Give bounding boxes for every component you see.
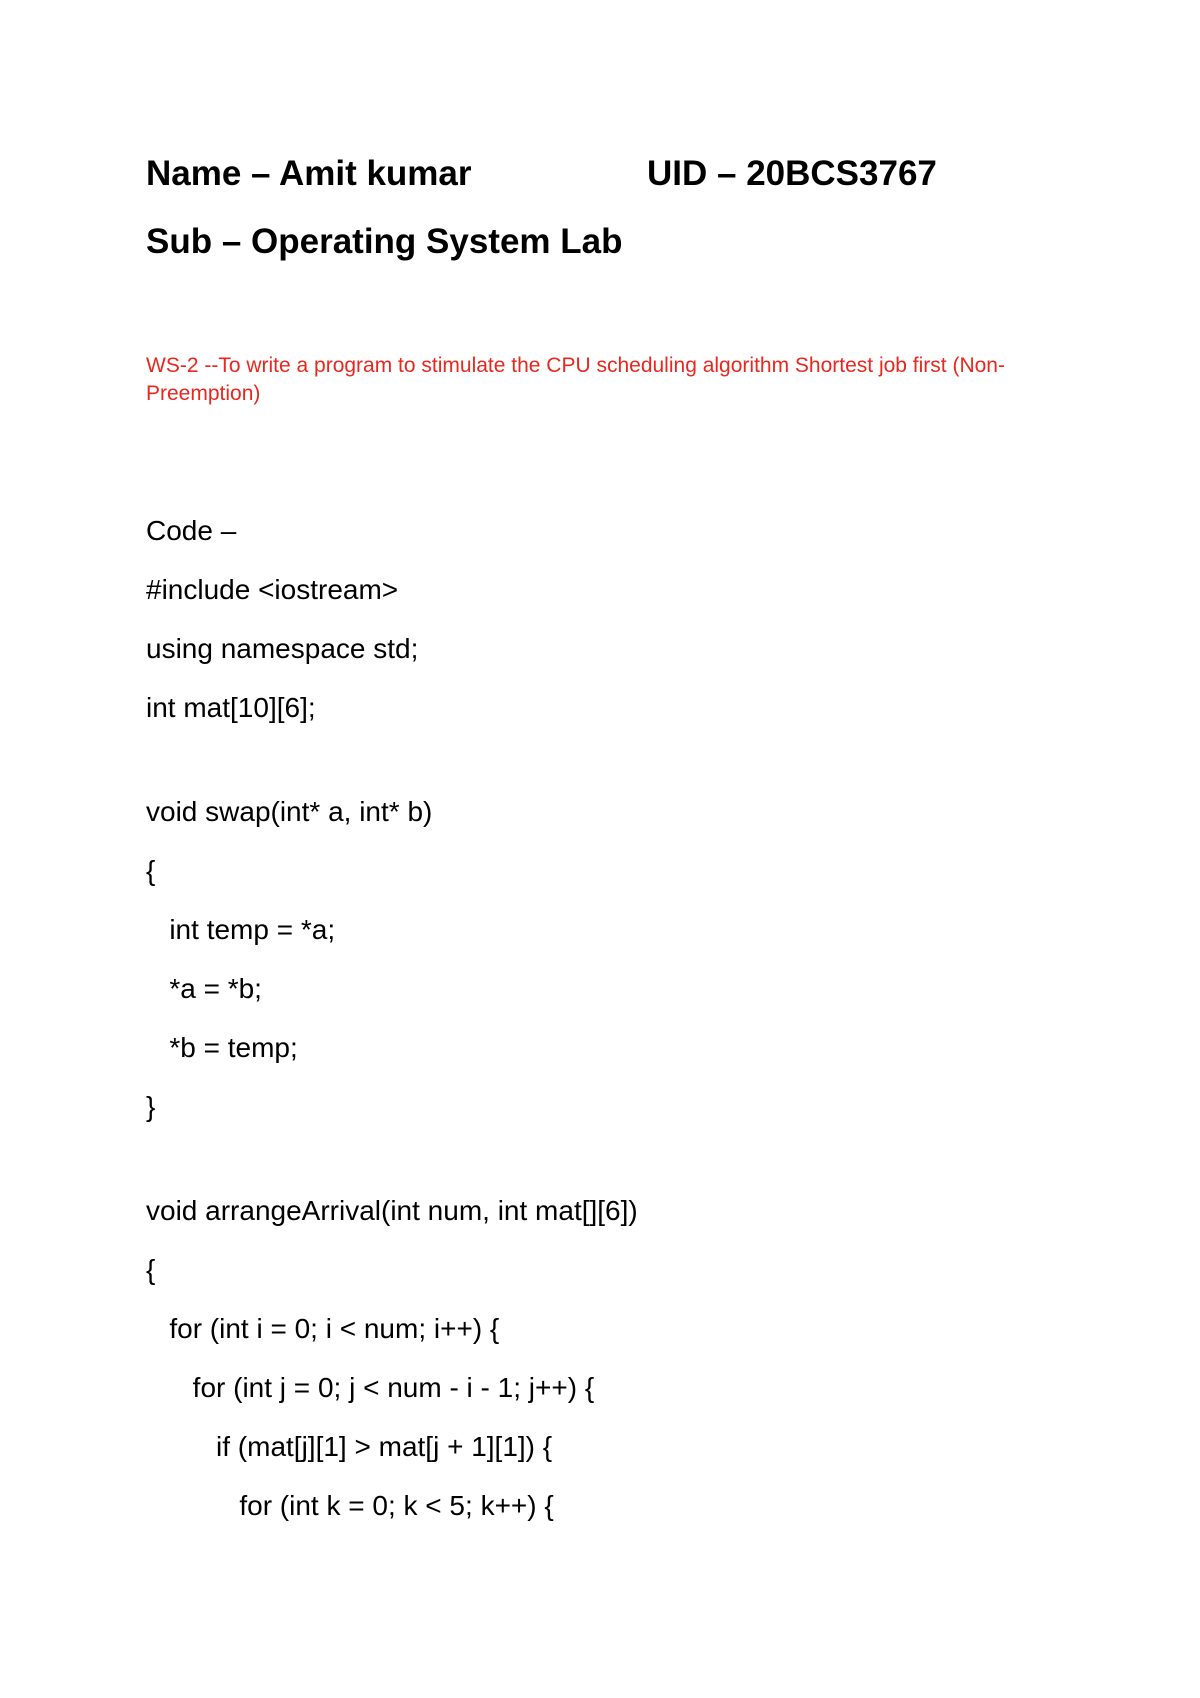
code-line: if (mat[j][1] > mat[j + 1][1]) { (146, 1431, 553, 1462)
code-line: } (146, 1091, 156, 1122)
code-block (146, 511, 1146, 1545)
code-heading: Code – (146, 515, 237, 546)
code-line (146, 1146, 1146, 1191)
code-line: for (int j = 0; j < num - i - 1; j++) { (146, 1372, 595, 1403)
code-line: *b = temp; (146, 1032, 298, 1063)
code-line: using namespace std; (146, 633, 419, 664)
student-name: Name – Amit kumar (146, 154, 472, 193)
code-line: { (146, 855, 156, 886)
subject-title: Sub – Operating System Lab (146, 222, 623, 261)
student-uid: UID – 20BCS3767 (647, 154, 937, 193)
code-line: void swap(int* a, int* b) (146, 796, 433, 827)
code-line: *a = *b; (146, 973, 262, 1004)
code-line: { (146, 1254, 156, 1285)
code-line: #include <iostream> (146, 574, 399, 605)
code-line: int mat[10][6]; (146, 692, 316, 723)
code-line (146, 747, 1146, 792)
code-line: for (int k = 0; k < 5; k++) { (146, 1490, 554, 1521)
task-description: WS-2 --To write a program to stimulate the CPU scheduling algorithm Shortest job first (Non- Preemption) (146, 354, 1005, 405)
code-line: for (int i = 0; i < num; i++) { (146, 1313, 500, 1344)
code-line: int temp = *a; (146, 914, 336, 945)
code-line: void arrangeArrival(int num, int mat[][6]) (146, 1195, 638, 1226)
